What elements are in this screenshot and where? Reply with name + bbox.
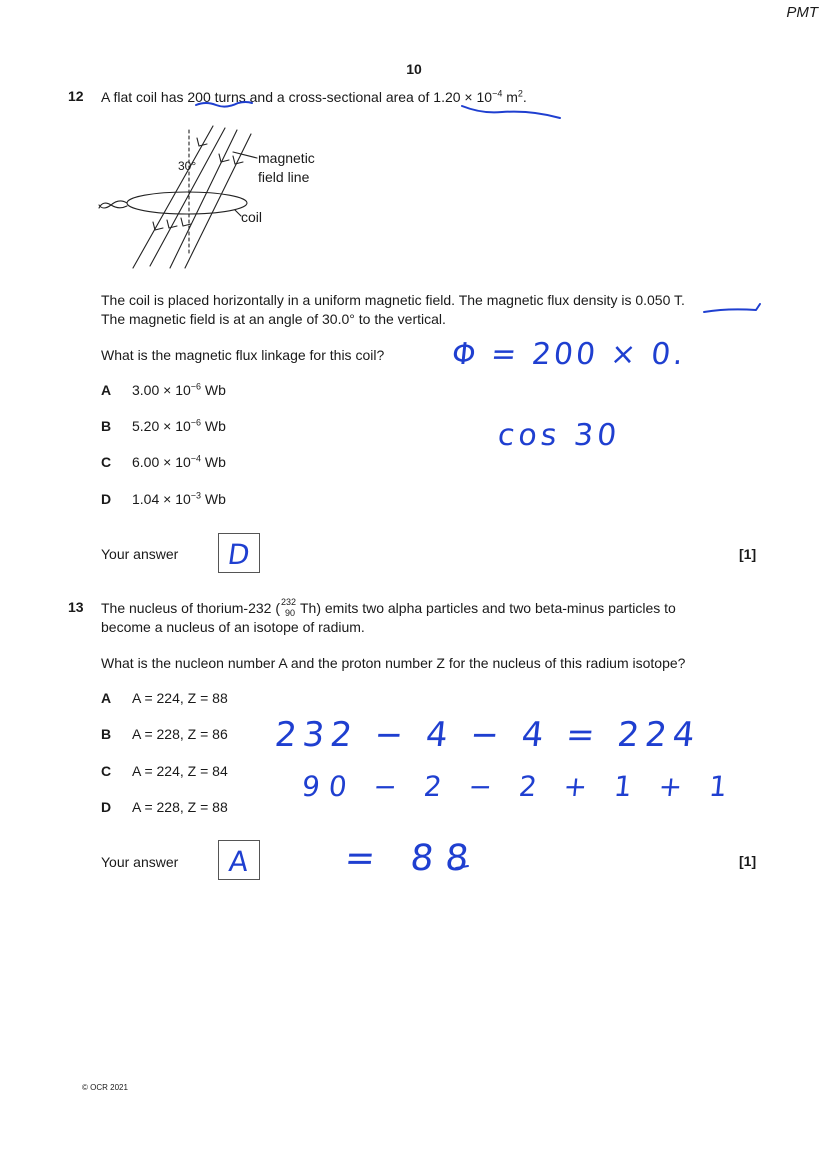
- question-13-stem: The nucleus of thorium-232 ( 232 90 Th) emits two alpha particles and two beta-minus particles to: [101, 597, 676, 618]
- coil-field-diagram: [95, 118, 345, 273]
- q12-answer-label: Your answer: [101, 546, 179, 562]
- q13-option-d-letter: D: [101, 799, 112, 815]
- q12-option-c-text: $6.00 \times 10^{-4}$ Wb: [132, 453, 226, 470]
- footer-copyright: © OCR 2021: [82, 1083, 128, 1092]
- question-13-prompt: What is the nucleon number A and the proton number Z for the nucleus of this radium isotope?: [101, 655, 686, 671]
- q12-option-b-letter: B: [101, 418, 112, 434]
- q12-option-c-letter: C: [101, 454, 112, 470]
- coil-ellipse: [127, 192, 247, 214]
- q13-answer-box[interactable]: [218, 840, 260, 880]
- q12-option-a-text: $3.00 \times 10^{-6}$ Wb: [132, 381, 226, 398]
- q12-option-a-letter: A: [101, 382, 112, 398]
- underline-flux-density: [704, 304, 760, 312]
- q13-option-b-text: A = 228, Z = 86: [132, 726, 228, 742]
- page-number: 10: [406, 61, 422, 77]
- field-line-label-2: field line: [258, 169, 310, 185]
- watermark-label: PMT: [786, 4, 818, 21]
- q13-option-d-text: A = 228, Z = 88: [132, 799, 228, 815]
- q13-option-a-text: A = 224, Z = 88: [132, 690, 228, 706]
- q12-option-b-text: $5.20 \times 10^{-6}$ Wb: [132, 417, 226, 434]
- q13-option-a-letter: A: [101, 690, 112, 706]
- field-line: [170, 130, 237, 268]
- question-13-number: 13: [68, 599, 84, 615]
- angle-label: 30°: [178, 159, 197, 173]
- question-12-number: 12: [68, 88, 84, 104]
- q12-mark: [1]: [739, 546, 757, 562]
- handwritten-q12-line-2: cos 30: [496, 418, 623, 453]
- question-13-stem-line-2: become a nucleus of an isotope of radium.: [101, 619, 365, 635]
- question-12-stem: A flat coil has 200 turns and a cross-sectional area of $1.20 \times 10^{-4}$ $m^2$.: [101, 88, 527, 105]
- field-line: [150, 128, 225, 266]
- question-12-prompt: What is the magnetic flux linkage for this coil?: [101, 347, 385, 363]
- q12-option-d-letter: D: [101, 491, 112, 507]
- q12-answer-value: D: [225, 538, 252, 571]
- question-12-paragraph-1: The coil is placed horizontally in a uniform magnetic field. The magnetic flux density is 0.050 T.: [101, 292, 685, 308]
- coil-label: coil: [241, 209, 263, 225]
- handwritten-q13-line-3: = 88: [342, 838, 483, 879]
- field-label-pointer: [233, 152, 257, 158]
- underline-area: [462, 106, 560, 118]
- thorium-nuclide: 232 90: [280, 597, 297, 618]
- q13-option-c-letter: C: [101, 763, 112, 779]
- q13-mark: [1]: [739, 853, 757, 869]
- q13-answer-label: Your answer: [101, 854, 179, 870]
- field-line-label: magnetic: [258, 150, 315, 166]
- handwritten-q13-line-2: 90 − 2 − 2 + 1 + 1: [300, 770, 738, 803]
- q12-option-d-text: $1.04 \times 10^{-3}$ Wb: [132, 490, 226, 507]
- handwritten-q13-line-1: 232 − 4 − 4 = 224: [272, 715, 703, 755]
- arrow-head: [167, 220, 177, 228]
- q13-option-c-text: A = 224, Z = 84: [132, 763, 228, 779]
- q13-answer-value: A: [227, 845, 250, 878]
- q13-option-b-letter: B: [101, 726, 112, 742]
- q12-answer-box[interactable]: [218, 533, 260, 573]
- field-line: [133, 126, 213, 268]
- handwritten-q12-line-1: Φ = 200 × 0.: [450, 337, 688, 372]
- question-12-paragraph-2: The magnetic field is at an angle of 30.0° to the vertical.: [101, 311, 446, 327]
